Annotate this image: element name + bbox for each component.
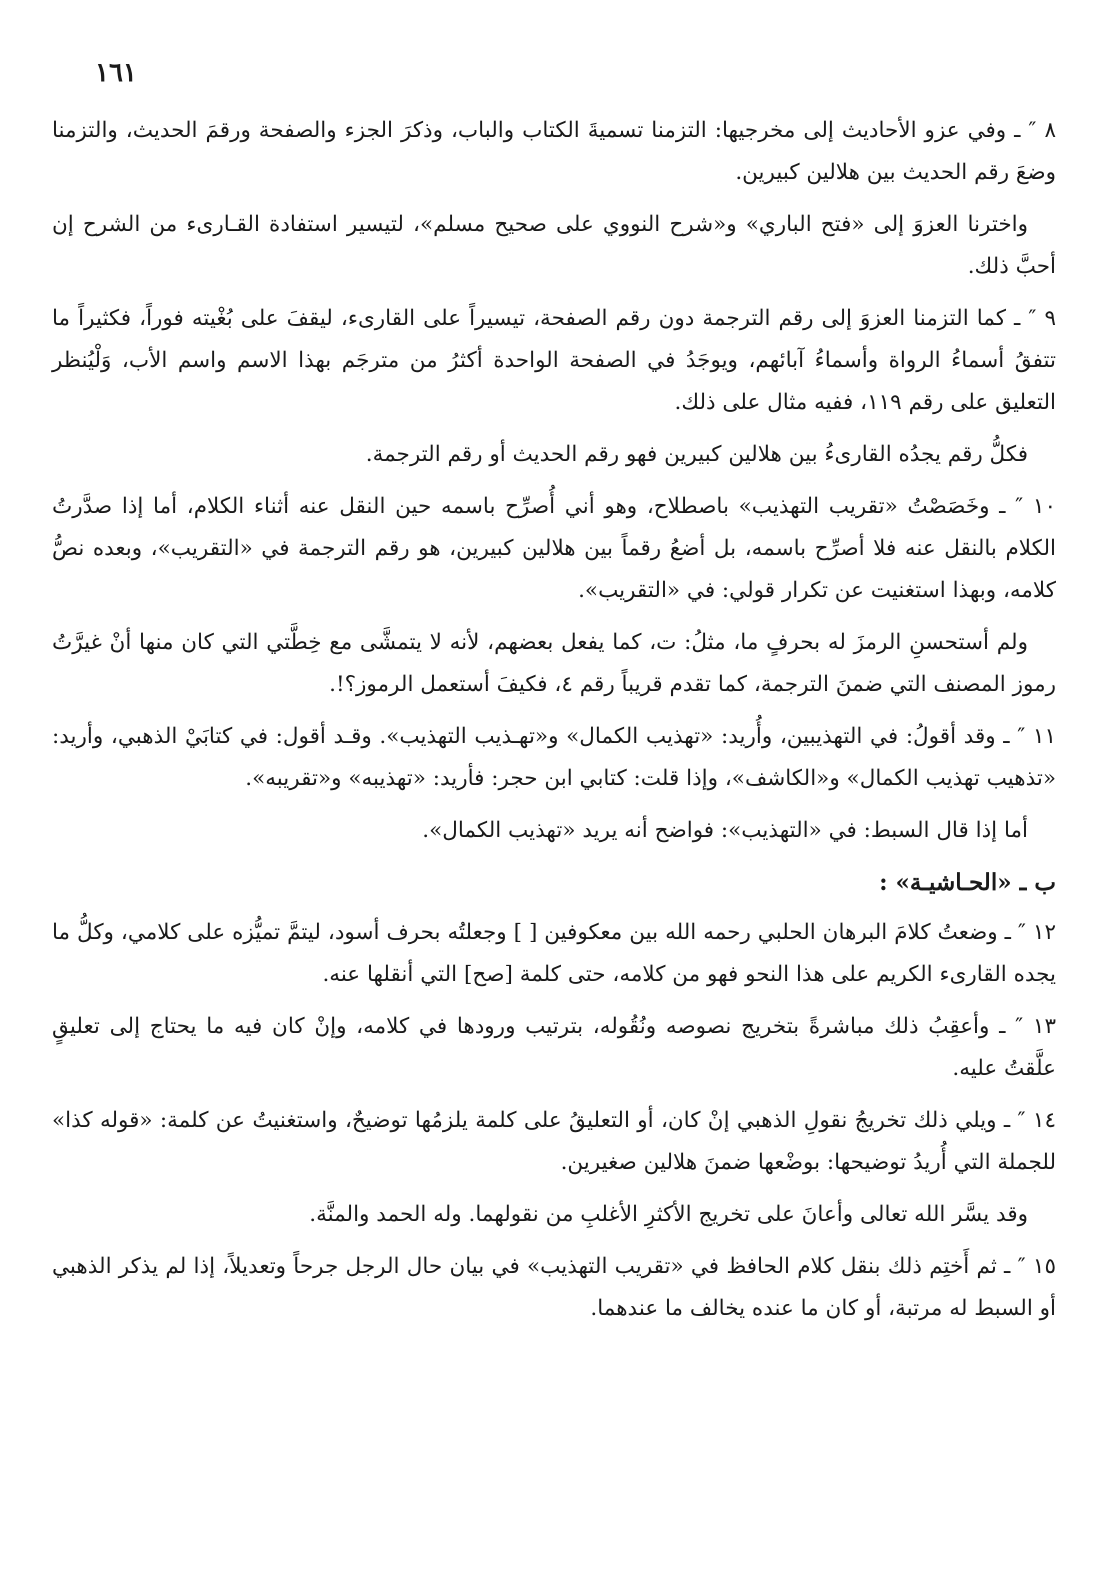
paragraph-8-continued: واخترنا العزوَ إلى «فتح الباري» و«شرح النووي على صحيح مسلم»، لتيسير استفادة القـارىء من الشرح إن أحبَّ ذلك. xyxy=(52,212,1056,279)
paragraph-9-continued: فكلُّ رقم يجدُه القارىءُ بين هلالين كبيرين فهو رقم الحديث أو رقم الترجمة. xyxy=(365,442,1028,467)
paragraph-12: ١٢ ″ ـ وضعتُ كلامَ البرهان الحلبي رحمه الله بين معكوفين [ ] وجعلتُه بحرف أسود، ليتمَّ تميُّزه على كلامي، وكلُّ ما يجده القارىء الكريم على هذا النحو فهو من كلامه، حتى كلمة [صح] التي أنقلها عنه. xyxy=(52,920,1056,987)
paragraph-11-continued: أما إذا قال السبط: في «التهذيب»: فواضح أنه يريد «تهذيب الكمال». xyxy=(422,818,1028,843)
paragraph-10-continued: ولم أستحسنِ الرمزَ له بحرفٍ ما، مثلُ: ت، كما يفعل بعضهم، لأنه لا يتمشَّى مع خِطَّتي التي كان منها أنْ غيرَّتُ رموز المصنف التي ضمنَ الترجمة، كما تقدم قريباً رقم ٤، فكيفَ أستعمل الرموز؟!. xyxy=(52,630,1056,697)
section-heading-hashiya: ب ـ «الحـاشيـة» : xyxy=(879,869,1056,896)
paragraph-15: ١٥ ″ ـ ثم أَختِم ذلك بنقل كلام الحافظ في «تقريب التهذيب» في بيان حال الرجل جرحاً وتعديلاً، إذا لم يذكر الذهبي أو السبط له مرتبة، أو كان ما عنده يخالف ما عندهما. xyxy=(52,1254,1056,1321)
paragraph-13: ١٣ ″ ـ وأعقِبُ ذلك مباشرةً بتخريج نصوصه ونُقُوله، بترتيب ورودها في كلامه، وإنْ كان فيه ما يحتاج إلى تعليقٍ علَّقتُ عليه. xyxy=(52,1014,1056,1081)
paragraph-14: ١٤ ″ ـ ويلي ذلك تخريجُ نقولِ الذهبي إنْ كان، أو التعليقُ على كلمة يلزمُها توضيحٌ، واستغنيتُ عن كلمة: «قوله كذا» للجملة التي أُريدُ توضيحها: بوضْعها ضمنَ هلالين صغيرين. xyxy=(52,1108,1056,1175)
page-number: ١٦١ xyxy=(95,58,137,88)
paragraph-10: ١٠ ″ ـ وخَصَصْتُ «تقريب التهذيب» باصطلاح، وهو أني أُصرِّح باسمه حين النقل عنه أثناء الكلام، أما إذا صدَّرتُ الكلام بالنقل عنه فلا أصرِّح باسمه، بل أضعُ رقماً بين هلالين كبيرين، هو رقم الترجمة في «التقريب»، وبعده نصُّ كلامه، وبهذا استغنيت عن تكرار قولي: في «التقريب». xyxy=(52,494,1056,603)
paragraph-8: ٨ ″ ـ وفي عزو الأحاديث إلى مخرجيها: التزمنا تسميةَ الكتاب والباب، وذكرَ الجزء والصفحة ورقمَ الحديث، والتزمنا وضعَ رقم الحديث بين هلالين كبيرين. xyxy=(52,118,1056,185)
paragraph-11: ١١ ″ ـ وقد أقولُ: في التهذيبين، وأُريد: «تهذيب الكمال» و«تهـذيب التهذيب». وقـد أقول: في كتابَيْ الذهبي، وأريد: «تذهيب تهذيب الكمال» و«الكاشف»، وإذا قلت: كتابي ابن حجر: فأريد: «تهذيبه» و«تقريبه». xyxy=(52,724,1056,791)
paragraph-9: ٩ ″ ـ كما التزمنا العزوَ إلى رقم الترجمة دون رقم الصفحة، تيسيراً على القارىء، ليقفَ على بُغْيته فوراً، فكثيراً ما تتفقُ أسماءُ الرواة وأسماءُ آبائهم، ويوجَدُ في الصفحة الواحدة أكثرُ من مترجَم بهذا الاسم واسم الأب، وَلْيُنظر التعليق على رقم ١١٩، ففيه مثال على ذلك. xyxy=(52,306,1056,415)
body-text xyxy=(52,110,1056,1340)
paragraph-14-continued: وقد يسَّر الله تعالى وأعانَ على تخريج الأكثرِ الأغلبِ من نقولهما. وله الحمد والمنَّة. xyxy=(309,1202,1028,1227)
